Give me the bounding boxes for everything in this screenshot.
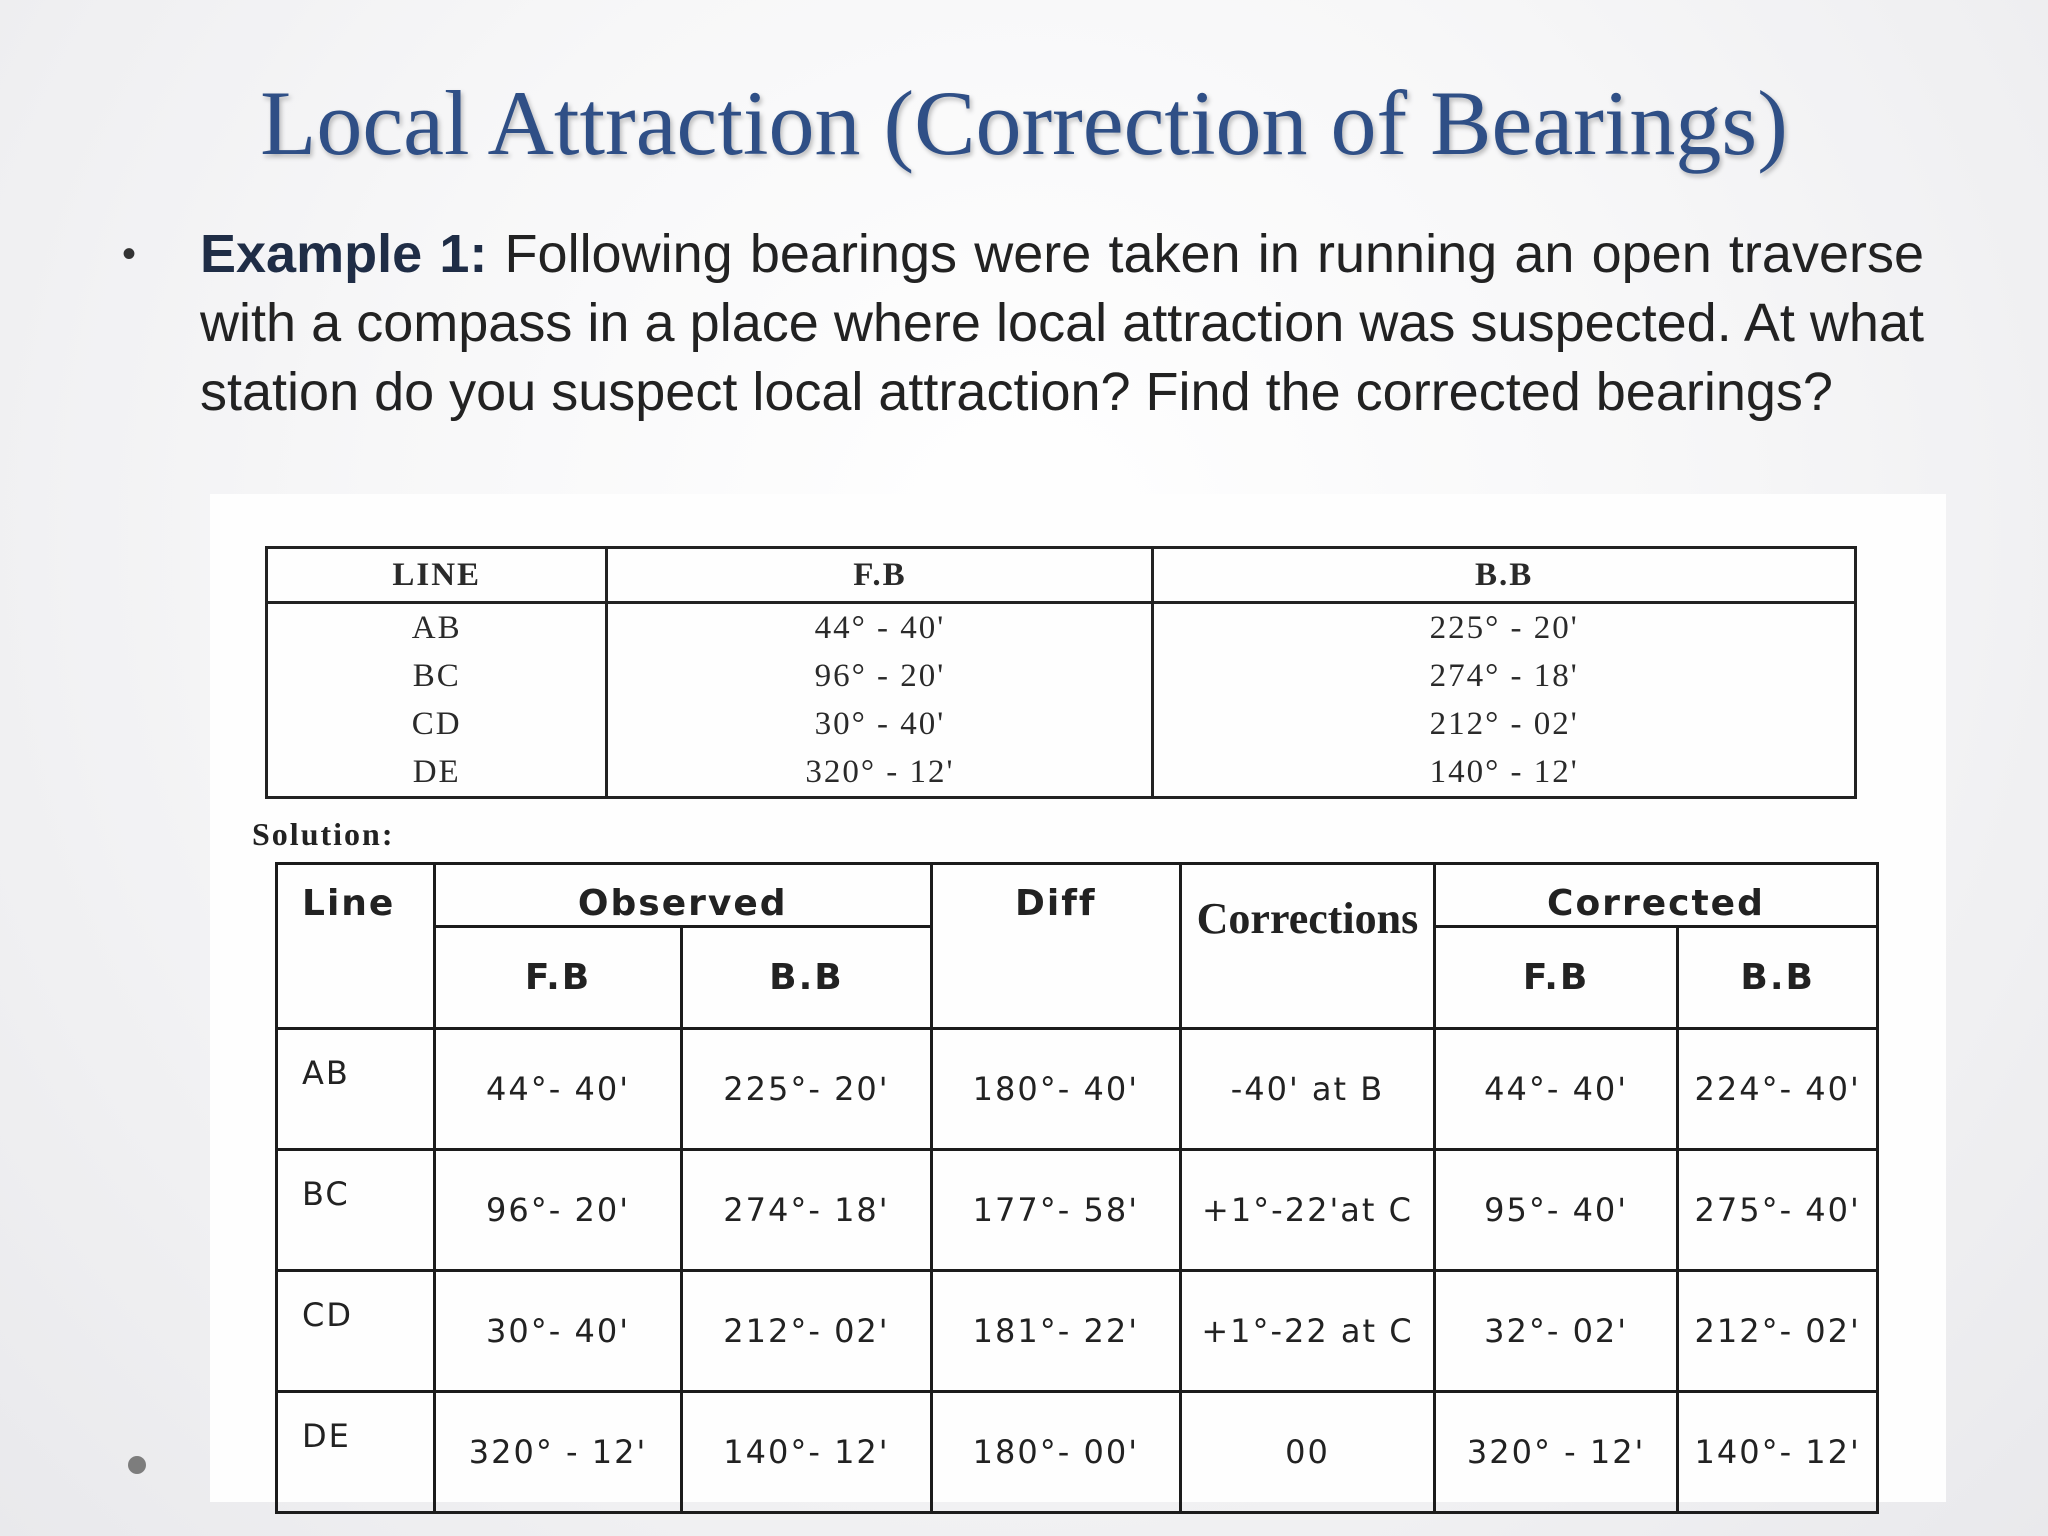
table-cell: +1°-22'at C [1181,1150,1435,1271]
table-cell: 44° - 40' [607,603,1153,653]
table-row [277,1271,1878,1392]
header-corrected: Corrected [1434,864,1877,927]
table-cell: 44°- 40' [1434,1029,1677,1150]
table-cell: 96° - 20' [607,652,1153,700]
table-cell: 44°- 40' [434,1029,681,1150]
table-row [267,700,1856,748]
table1-header-row [267,548,1856,603]
table-cell: CD [277,1271,435,1392]
table-row [277,1150,1878,1271]
solution-table [275,862,1879,1514]
table-cell: 140°- 12' [682,1392,931,1513]
table-cell: 225°- 20' [682,1029,931,1150]
slide-marker-dot [128,1456,146,1474]
table-cell: 32°- 02' [1434,1271,1677,1392]
table-cell: 320° - 12' [434,1392,681,1513]
table-row [277,1392,1878,1513]
table-cell: 212° - 02' [1153,700,1856,748]
table-cell: 320° - 12' [607,748,1153,798]
header-observed-bb: B.B [682,927,931,1029]
table-cell: 180°- 00' [931,1392,1180,1513]
table1-header-bb: B.B [1153,548,1856,603]
table-cell: 140°- 12' [1678,1392,1878,1513]
example-label: Example 1: [200,224,488,284]
table-cell: AB [267,603,607,653]
header-corrected-fb: F.B [1434,927,1677,1029]
table-cell: 274°- 18' [682,1150,931,1271]
table-cell: BC [277,1150,435,1271]
table-cell: +1°-22 at C [1181,1271,1435,1392]
table-cell: 181°- 22' [931,1271,1180,1392]
table-cell: 96°- 20' [434,1150,681,1271]
table-cell: 00 [1181,1392,1435,1513]
table-cell: AB [277,1029,435,1150]
example-text: Following bearings were taken in running an open traverse with a compass in a place where local attraction was suspected. At what station do you suspect local attraction? Find the corrected bearings? [200,224,1924,422]
table-cell: 30° - 40' [607,700,1153,748]
observed-bearings-table [265,546,1857,799]
table-cell: DE [277,1392,435,1513]
example-paragraph [200,220,1924,427]
header-observed: Observed [434,864,931,927]
solution-label: Solution: [252,816,395,852]
table1-header-fb: F.B [607,548,1153,603]
table-cell: 177°- 58' [931,1150,1180,1271]
table-row [277,1029,1878,1150]
table-cell: -40' at B [1181,1029,1435,1150]
slide-title: Local Attraction (Correction of Bearings) [260,72,1788,174]
table-row [267,652,1856,700]
header-corrected-bb: B.B [1678,927,1878,1029]
table-cell: 212°- 02' [682,1271,931,1392]
table-cell: 95°- 40' [1434,1150,1677,1271]
table-cell: 30°- 40' [434,1271,681,1392]
header-diff: Diff [931,864,1180,1029]
table-cell: 140° - 12' [1153,748,1856,798]
table-cell: CD [267,700,607,748]
table1-header-line: LINE [267,548,607,603]
table-cell: BC [267,652,607,700]
header-line: Line [277,864,435,1029]
header-corrections: Corrections [1181,864,1435,1029]
table2-header-row [277,864,1878,927]
table-row [267,603,1856,653]
table-cell: 320° - 12' [1434,1392,1677,1513]
scanned-table-image [210,494,1946,1502]
header-observed-fb: F.B [434,927,681,1029]
bullet-point: • [122,232,137,276]
table-cell: 180°- 40' [931,1029,1180,1150]
table-cell: DE [267,748,607,798]
table-cell: 275°- 40' [1678,1150,1878,1271]
table-cell: 212°- 02' [1678,1271,1878,1392]
table-cell: 274° - 18' [1153,652,1856,700]
table-cell: 224°- 40' [1678,1029,1878,1150]
table-cell: 225° - 20' [1153,603,1856,653]
table-row [267,748,1856,798]
